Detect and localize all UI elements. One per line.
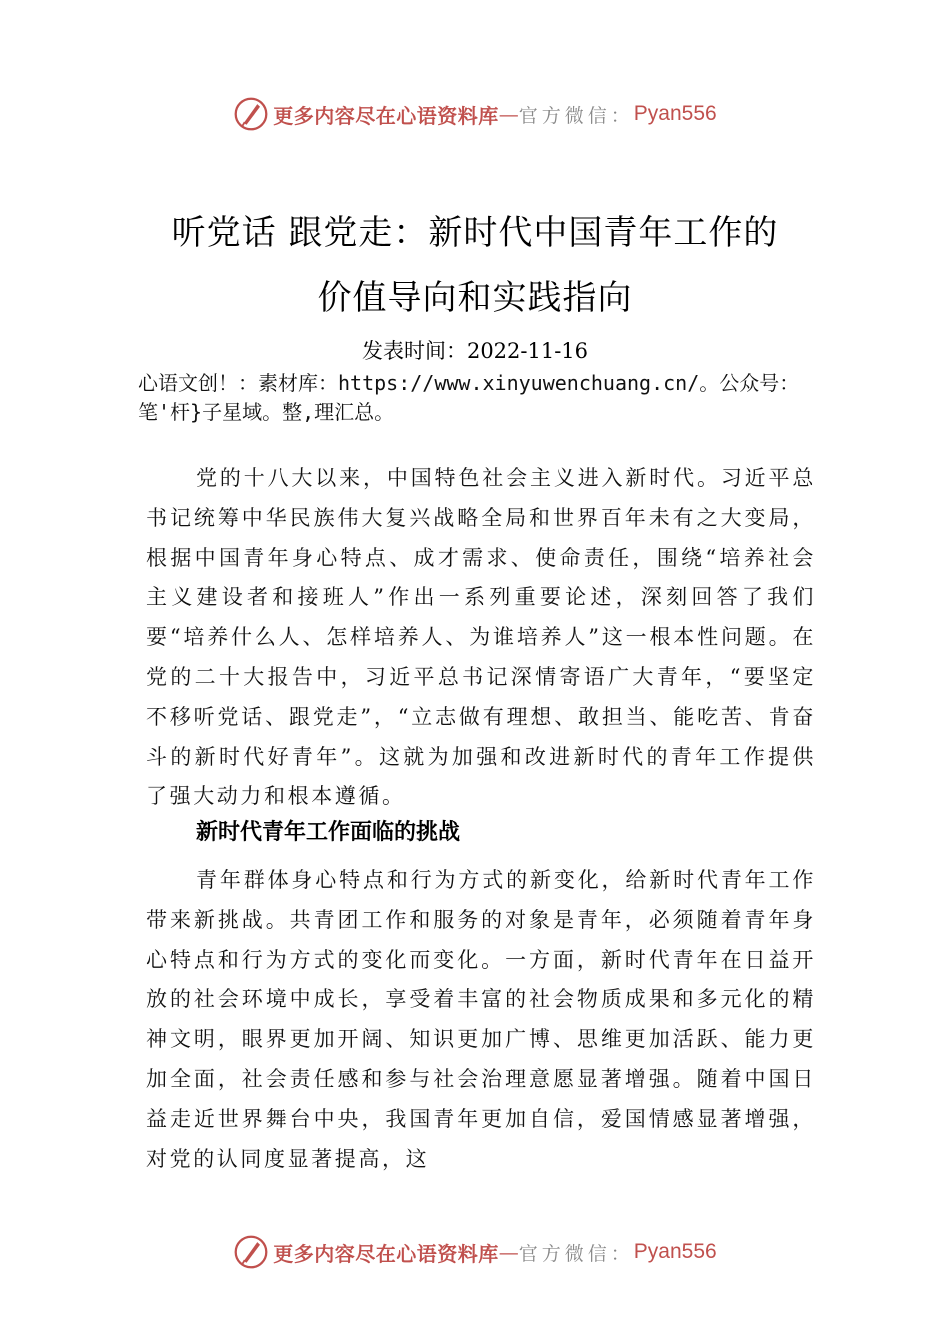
banner-separator: — — [498, 1240, 519, 1264]
banner-separator: — — [498, 102, 519, 126]
banner-wechat-id: Pyan556 — [633, 1240, 717, 1263]
quill-pen-logo-icon — [233, 1234, 269, 1270]
banner-brand-text: 更多内容尽在心语资料库 — [273, 1241, 499, 1266]
publish-date: 发表时间：2022-11-16 — [361, 339, 589, 363]
section-heading: 新时代青年工作面临的挑战 — [196, 820, 461, 845]
banner-wechat-label: 官方微信： — [518, 104, 634, 127]
banner-wechat-label: 官方微信： — [518, 1242, 634, 1265]
header-banner — [0, 94, 950, 134]
quill-pen-logo-icon — [233, 96, 269, 132]
article-title-line-1: 听党话 跟党走：新时代中国青年工作的 — [171, 213, 779, 253]
banner-wechat-id: Pyan556 — [633, 102, 717, 125]
source-note: 心语文创！：素材库：https://www.xinyuwenchuang.cn/。公众号：笔'杆}子星域。整,理汇总。 — [138, 371, 800, 424]
body-paragraph-2: 青年群体身心特点和行为方式的新变化，给新时代青年工作带来新挑战。共青团工作和服务的对象是青年，必须随着青年身心特点和行为方式的变化而变化。一方面，新时代青年在日益开放的社会环境中成长，享受着丰富的社会物质成果和多元化的精神文明，眼界更加开阔、知识更加广博、思维更加活跃、能力更加全面，社会责任感和参与社会治理意愿显著增强。随着中国日益走近世界舞台中央，我国青年更加自信，爱国情感显著增强，对党的认同度显著提高，这 — [146, 868, 816, 1171]
article-title-line-2: 价值导向和实践指向 — [317, 278, 633, 318]
footer-banner — [0, 1232, 950, 1272]
banner-brand-text: 更多内容尽在心语资料库 — [273, 103, 499, 128]
body-paragraph-1: 党的十八大以来，中国特色社会主义进入新时代。习近平总书记统筹中华民族伟大复兴战略全局和世界百年未有之大变局，根据中国青年身心特点、成才需求、使命责任，围绕“培养社会主义建设者和接班人”作出一系列重要论述，深刻回答了我们要“培养什么人、怎样培养人、为谁培养人”这一根本性问题。在党的二十大报告中，习近平总书记深情寄语广大青年，“要坚定不移听党话、跟党走”，“立志做有理想、敢担当、能吃苦、肯奋斗的新时代好青年”。这就为加强和改进新时代的青年工作提供了强大动力和根本遵循。 — [146, 466, 816, 809]
